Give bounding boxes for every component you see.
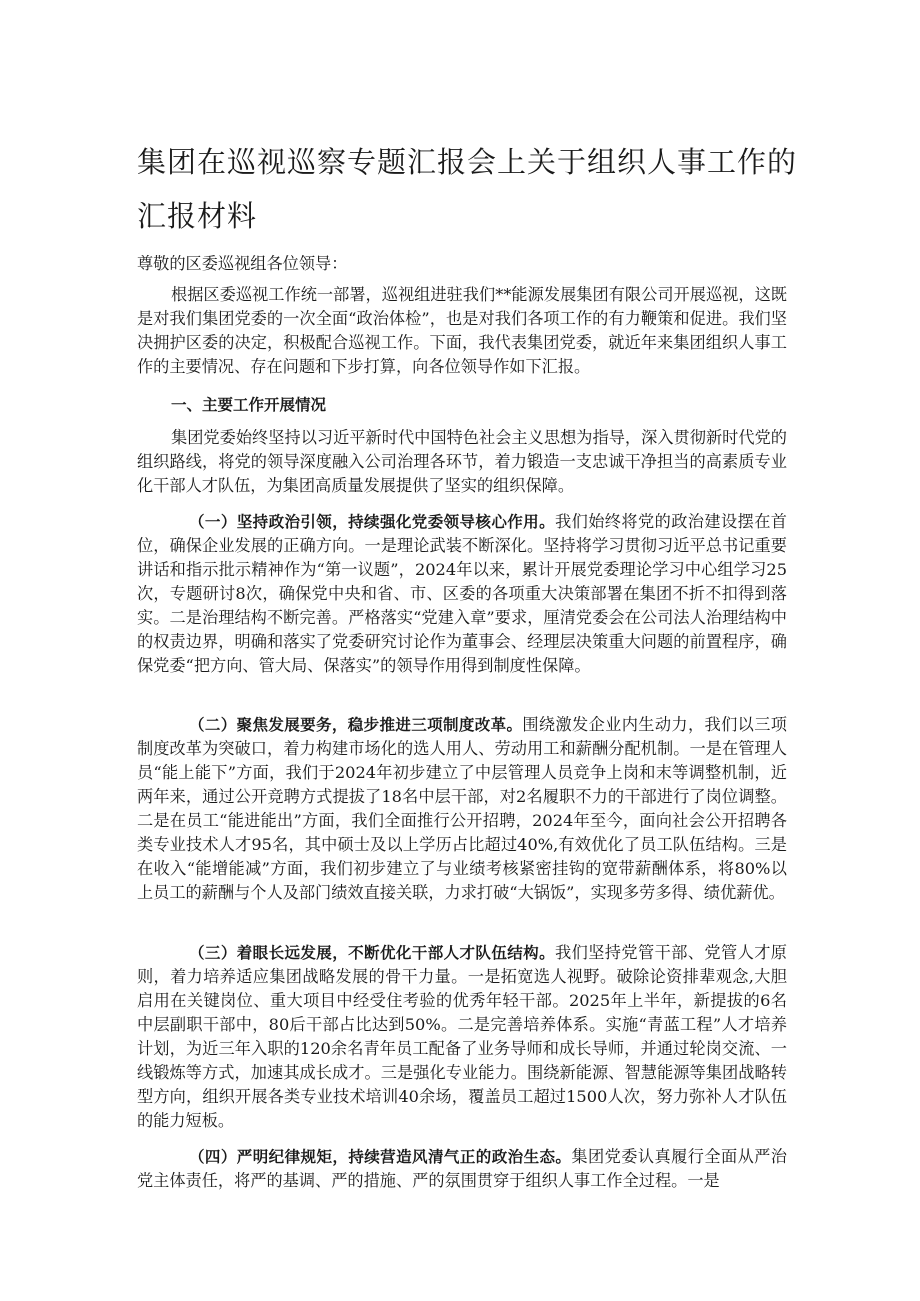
subsection-2-heading: （二）聚焦发展要务，稳步推进三项制度改革。 <box>189 716 523 734</box>
intro-paragraph: 根据区委巡视工作统一部署，巡视组进驻我们**能源发展集团有限公司开展巡视，这既是对我们集团党委的一次全面“政治体检”，也是对我们各项工作的有力鞭策和促进。我们坚决拥护区委的决定，积极配合巡视工作。下面，我代表集团党委，就近年来集团组织人事工作的主要情况、存在问题和下步打算，向各位领导作如下汇报。 <box>137 285 787 376</box>
subsection-4-heading: （四）严明纪律规矩，持续营造风清气正的政治生态。 <box>189 1148 572 1166</box>
subsection-1-text: 我们始终将党的政治建设摆在首位，确保企业发展的正确方向。一是理论武装不断深化。坚持将学习贯彻习近平总书记重要讲话和指示批示精神作为“第一议题”，2024年以来，累计开展党委理论学习中心组学习25次，专题研讨8次，确保党中央和省、市、区委的各项重大决策部署在集团不折不扣得到落实。二是治理结构不断完善。严格落实“党建入章”要求，厘清党委会在公司法人治理结构中的权责边界，明确和落实了党委研究讨论作为董事会、经理层决策重大问题的前置程序，确保党委“把方向、管大局、保落实”的领导作用得到制度性保障。 <box>137 512 787 675</box>
subsection-2-paragraph <box>137 713 787 905</box>
section-heading: 一、主要工作开展情况 <box>171 396 327 414</box>
subsection-4-paragraph <box>137 1145 787 1193</box>
subsection-4-text: 集团党委认真履行全面从严治党主体责任，将严的基调、严的措施、严的氛围贯穿于组织人事工作全过程。一是 <box>137 1147 787 1190</box>
salutation: 尊敬的区委巡视组各位领导： <box>137 254 348 273</box>
subsection-3-paragraph <box>137 941 787 1133</box>
subsection-2-text: 围绕激发企业内生动力，我们以三项制度改革为突破口，着力构建市场化的选人用人、劳动用工和薪酬分配机制。一是在管理人员“能上能下”方面，我们于2024年初步建立了中层管理人员竞争上岗和末等调整机制，近两年来，通过公开竞聘方式提拔了18名中层干部，对2名履职不力的干部进行了岗位调整。二是在员工“能进能出”方面，我们全面推行公开招聘，2024年至今，面向社会公开招聘各类专业技术人才95名，其中硕士及以上学历占比超过40%,有效优化了员工队伍结构。三是在收入“能增能减”方面，我们初步建立了与业绩考核紧密挂钩的宽带薪酬体系，将80%以上员工的薪酬与个人及部门绩效直接关联，力求打破“大锅饭”，实现多劳多得、绩优薪优。 <box>137 715 787 902</box>
subsection-1-paragraph <box>137 510 787 678</box>
subsection-3-text: 我们坚持党管干部、党管人才原则，着力培养适应集团战略发展的骨干力量。一是拓宽选人视野。破除论资排辈观念,大胆启用在关键岗位、重大项目中经受住考验的优秀年轻干部。2025年上半年，新提拔的6名中层副职干部中，80后干部占比达到50%。二是完善培养体系。实施“青蓝工程”人才培养计划，为近三年入职的120余名青年员工配备了业务导师和成长导师，并通过轮岗交流、一线锻炼等方式，加速其成长成才。三是强化专业能力。围绕新能源、智慧能源等集团战略转型方向，组织开展各类专业技术培训40余场，覆盖员工超过1500人次，努力弥补人才队伍的能力短板。 <box>137 943 787 1130</box>
subsection-3-heading: （三）着眼长远发展，不断优化干部人才队伍结构。 <box>189 944 555 962</box>
subsection-1-heading: （一）坚持政治引领，持续强化党委领导核心作用。 <box>189 513 555 531</box>
overview-paragraph: 集团党委始终坚持以习近平新时代中国特色社会主义思想为指导，深入贯彻新时代党的组织路线，将党的领导深度融入公司治理各环节，着力锻造一支忠诚干净担当的高素质专业化干部人才队伍，为集团高质量发展提供了坚实的组织保障。 <box>137 428 787 495</box>
document-title: 集团在巡视巡察专题汇报会上关于组织人事工作的汇报材料 <box>137 145 798 233</box>
